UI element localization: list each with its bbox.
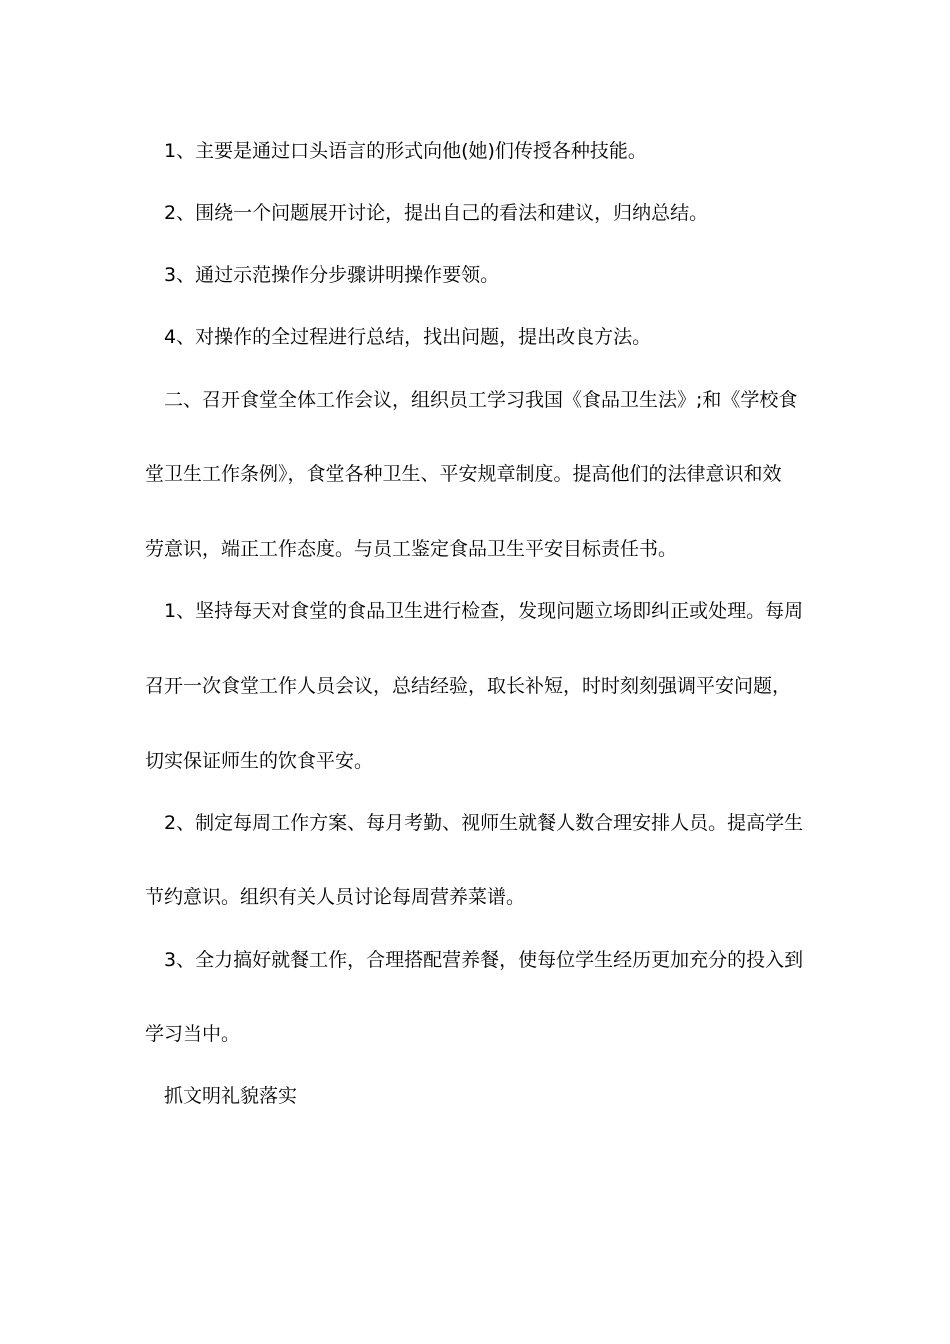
paragraph-line: 2、围绕一个问题展开讨论，提出自己的看法和建议，归纳总结。 <box>164 202 709 224</box>
paragraph-line: 3、全力搞好就餐工作，合理搭配营养餐，使每位学生经历更加充分的投入到 <box>164 949 804 971</box>
section-heading-line: 抓文明礼貌落实 <box>164 1085 298 1107</box>
paragraph-line: 3、通过示范操作分步骤讲明操作要领。 <box>164 264 500 286</box>
paragraph-line: 召开一次食堂工作人员会议，总结经验，取长补短，时时刻刻强调平安问题， <box>145 675 792 697</box>
paragraph-line: 1、坚持每天对食堂的食品卫生进行检查，发现问题立场即纠正或处理。每周 <box>164 600 804 622</box>
section-heading-line: 二、召开食堂全体工作会议，组织员工学习我国《食品卫生法》;和《学校食 <box>164 389 798 411</box>
paragraph-line: 1、主要是通过口头语言的形式向他(她)们传授各种技能。 <box>164 140 647 162</box>
paragraph-line: 学习当中。 <box>145 1023 241 1045</box>
paragraph-line: 劳意识，端正工作态度。与员工鉴定食品卫生平安目标责任书。 <box>145 538 678 560</box>
paragraph-line: 4、对操作的全过程进行总结，找出问题，提出改良方法。 <box>164 326 652 348</box>
paragraph-line: 节约意识。组织有关人员讨论每周营养菜谱。 <box>145 886 526 908</box>
paragraph-line: 堂卫生工作条例》，食堂各种卫生、平安规章制度。提高他们的法律意识和效 <box>145 463 782 485</box>
paragraph-line: 2、制定每周工作方案、每月考勤、视师生就餐人数合理安排人员。提高学生 <box>164 812 804 834</box>
paragraph-line: 切实保证师生的饮食平安。 <box>145 750 374 772</box>
